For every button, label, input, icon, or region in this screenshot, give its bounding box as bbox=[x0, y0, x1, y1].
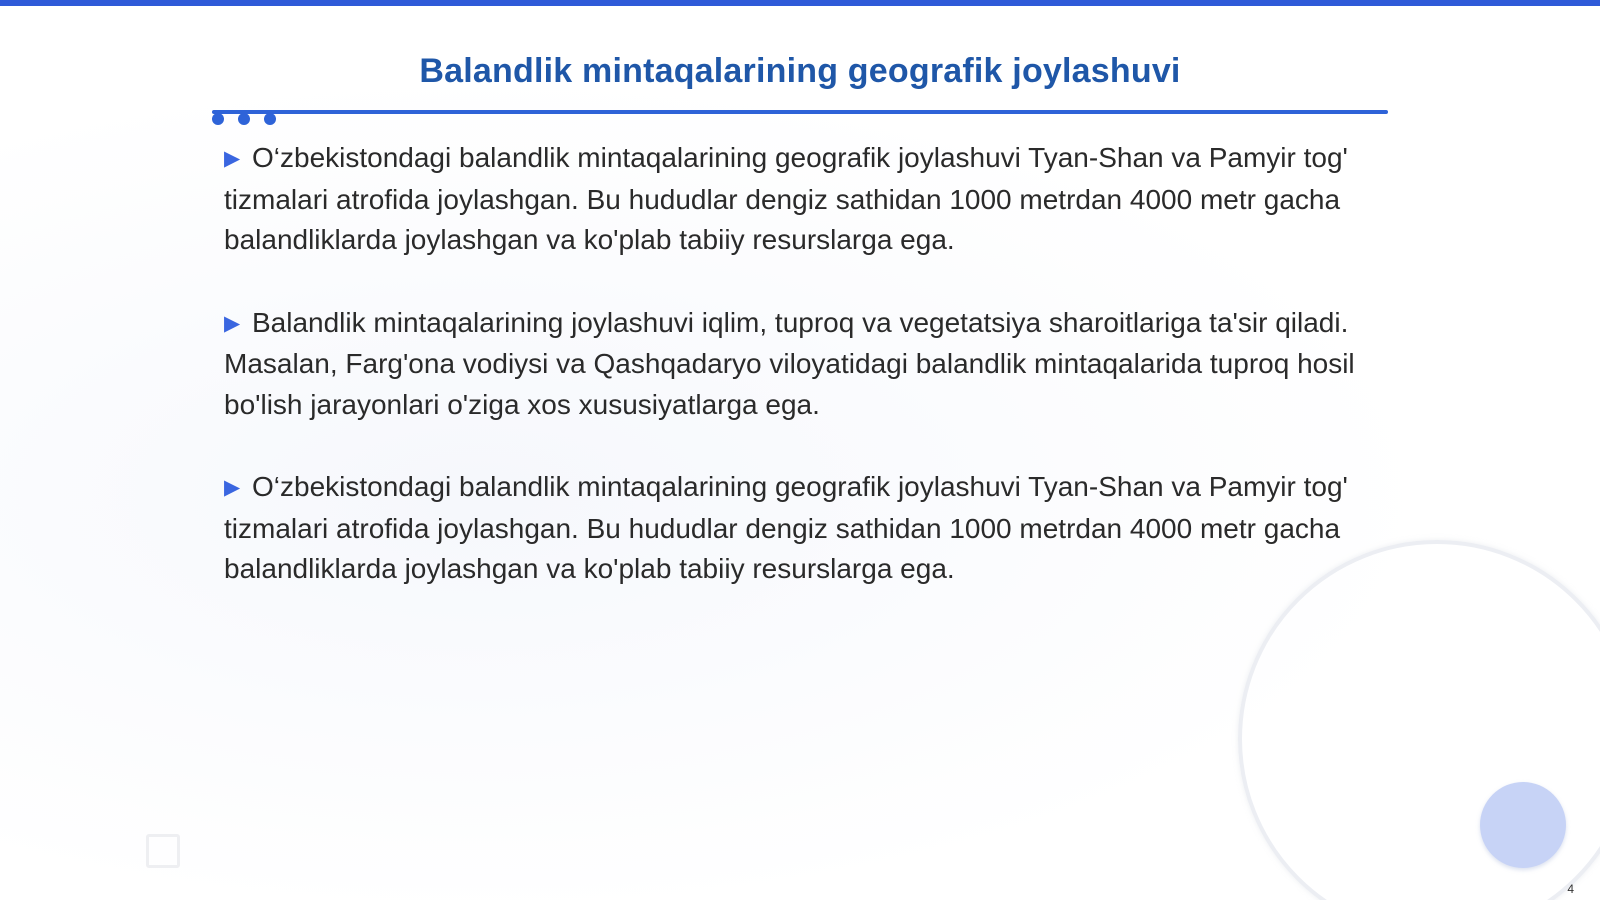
bullet-text: O‘zbekistondagi balandlik mintaqalarining geografik joylashuvi Tyan-Shan va Pamyir tog' tizmalari atrofida joylashgan. Bu hududlar dengiz sathidan 1000 metrdan 4000 metr gacha balandliklarda joylashgan va ko'plab tabiiy resurslarga ega. bbox=[224, 471, 1348, 584]
triangle-bullet-icon: ▶ bbox=[224, 147, 241, 170]
slide-title: Balandlik mintaqalarining geografik joylashuvi bbox=[419, 52, 1181, 90]
title-underline-dot bbox=[264, 113, 276, 125]
title-underline-dot bbox=[238, 113, 250, 125]
filled-circle-decoration bbox=[1480, 782, 1566, 868]
bullet-paragraph bbox=[224, 467, 1384, 590]
bullet-text: O‘zbekistondagi balandlik mintaqalarining geografik joylashuvi Tyan-Shan va Pamyir tog' tizmalari atrofida joylashgan. Bu hududlar dengiz sathidan 1000 metrdan 4000 metr gacha balandliklarda joylashgan va ko'plab tabiiy resurslarga ega. bbox=[224, 142, 1348, 255]
title-underline bbox=[212, 110, 1388, 114]
bullet-paragraph bbox=[224, 138, 1384, 261]
slide-body bbox=[224, 138, 1384, 632]
triangle-bullet-icon: ▶ bbox=[224, 311, 241, 335]
square-outline-decoration bbox=[146, 834, 180, 868]
top-accent-bar bbox=[0, 0, 1600, 6]
page-number: 4 bbox=[1567, 882, 1574, 896]
bullet-paragraph bbox=[224, 303, 1384, 426]
title-underline-dot bbox=[212, 113, 224, 125]
triangle-bullet-icon: ▶ bbox=[224, 476, 241, 499]
bullet-text: Balandlik mintaqalarining joylashuvi iqlim, tuproq va vegetatsiya sharoitlariga ta'sir qiladi. Masalan, Farg'ona vodiysi va Qashqadaryo viloyatidagi balandlik mintaqalarida tuproq hosil bo'lish jarayonlari o'ziga xos xususiyatlarga ega. bbox=[224, 306, 1355, 420]
